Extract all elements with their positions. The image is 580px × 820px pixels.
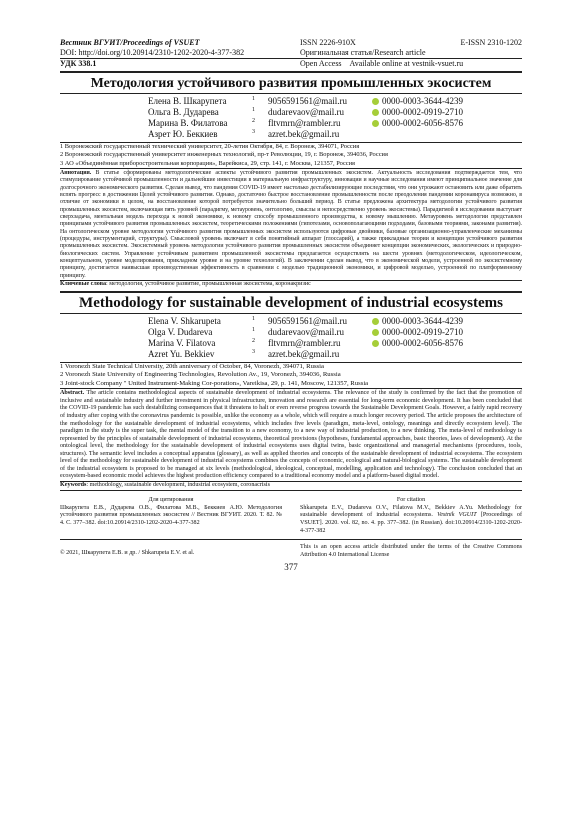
abstract-label: Аннотация. xyxy=(60,169,92,176)
footer-divider xyxy=(60,539,522,540)
keywords-text: : methodology, sustainable development, industrial ecosystem, coronacrisis xyxy=(86,481,270,488)
author-affil-sup: 2 xyxy=(252,118,255,124)
license[interactable]: This is an open access article distributed under the terms of the Creative Commons Attribution 4.0 International License xyxy=(300,544,522,558)
author-row xyxy=(148,118,522,129)
author-orcid[interactable]: 0000-0003-3644-4239 xyxy=(382,315,463,326)
affiliation: 2 Voronezh State University of Engineering Technologies, Revolution Av., 19, Voronezh, 394036, Russia xyxy=(60,371,341,379)
affiliations-en xyxy=(60,363,522,389)
citation-ru xyxy=(60,497,282,535)
author-email[interactable]: azret.bek@gmail.ru xyxy=(268,348,340,359)
abstract-ru xyxy=(60,170,522,280)
author-affil-sup: 3 xyxy=(252,348,255,355)
header-row-2 xyxy=(60,48,522,58)
affiliation: 1 Воронежский государственный технический университет, 20-летия Октября, 84, г. Воронеж, 394071, Россия xyxy=(60,143,360,150)
orcid-icon xyxy=(372,98,379,105)
abstract-label: Abstract. xyxy=(60,390,85,397)
keywords-label: Ключевые слова xyxy=(60,281,107,288)
author-row xyxy=(148,96,522,107)
author-name: Марина В. Филатова xyxy=(148,118,228,128)
authors-en xyxy=(148,316,522,360)
keywords-divider xyxy=(60,490,522,491)
citation-en xyxy=(300,497,522,535)
page-number: 377 xyxy=(284,561,298,572)
author-row xyxy=(148,316,522,327)
abstract-text: В статье сформированы методологические аспекты устойчивого развития промышленных экосистем. Актуальность исследования подтверждается тем, что стимулирование устойчивой промышленности и дальнейшие инвестиции в материальную инфраструктуру, инновации и научные исследования имеют принципиальное значение для долгосрочного экономического развития. Сделан вывод, что пандемия COVID-19 имеет настолько дестабилизирующие последствия, что они угрожают остановить или даже обратить вспять прогресс в достижении Целей устойчивого развития. Однако, достаточно быстрое восстановление промышленности после преодоления пандемии коронавируса возможно, в отличие от экономики в целом, на восстановление которой потребуется значительно больший период. В статье предложена архитектура методологии устойчивого развития промышленных экосистем, включающая пять уровней (парадигму, метауровень, онтологию, смыслы и непосредственно уровень экосистемы). Парадигмой в исследовании выступает сверхзадача, ментальная модель перехода к новой экономике, к новому способу промышленного производства, к новому мышлению. Метауровень методологии представлен принципами устойчивого развития промышленных экосистем, теоретическими положениями (гипотезами, основополагающими подходами, базовыми теориями, законами развития). На онтологическом уровне методологии устойчивого развития промышленных экосистем используются цифровые двойники, базовые организационно-управленческие механизмы (процедуры, инструментарий, структуры). Смысловой уровень включает в себя понятийный аппарат (глоссарий), а также прикладные теории и концепции устойчивого развития промышленных экосистем. Экосистемный уровень методологии устойчивого развития промышленных экосистем объединяет концепции экономических, экологических и природно-биологических систем. Управление устойчивым развитием промышленной экосистемы предлагается осуществлять на шести уровнях (методологическом, идеологическом, концептуальном, уровне моделирования, прикладном уровне и на уровне технологий). В заключении сделан вывод, что в экономической модели, устроенной по экосистемному принципу, достигается наивысшая производственная эффективность в сравнении с моделью традиционной экономики, и цифровой моделью, устроенной по платформенному принципу. xyxy=(60,169,522,279)
author-row xyxy=(148,327,522,338)
citation-journal: Vestnik VGUIT xyxy=(437,512,477,519)
author-name: Marina V. Filatova xyxy=(148,337,216,348)
author-affil-sup: 2 xyxy=(252,337,255,344)
author-orcid[interactable]: 0000-0002-0919-2710 xyxy=(382,107,463,117)
abstract-en xyxy=(60,390,522,481)
keywords-ru xyxy=(60,281,522,289)
author-orcid[interactable]: 0000-0002-6056-8576 xyxy=(382,118,463,128)
issn: ISSN 2226-910X xyxy=(300,38,356,47)
author-name: Olga V. Dudareva xyxy=(148,326,213,337)
udk: УДК 338.1 xyxy=(60,59,97,68)
author-email[interactable]: dudarevaov@mail.ru xyxy=(268,326,345,337)
author-orcid[interactable]: 0000-0003-3644-4239 xyxy=(382,96,463,106)
orcid-icon xyxy=(372,318,379,325)
author-orcid[interactable]: 0000-0002-6056-8576 xyxy=(382,337,463,348)
keywords-text: : методология, устойчивое развитие, промышленная экосистема, коронакризис xyxy=(106,281,311,288)
author-affil-sup: 3 xyxy=(252,129,255,135)
citation-block xyxy=(60,497,522,535)
article-page xyxy=(60,38,522,572)
header-row-1 xyxy=(60,38,522,48)
title-en-divider xyxy=(60,313,522,314)
affiliation: 3 АО «Объединённая приборостроительная корпорация», Варейкиса, 29, стр. 141, г. Москва, 121357, Россия xyxy=(60,159,355,167)
author-email[interactable]: fltvmrn@rambler.ru xyxy=(268,337,341,348)
orcid-icon xyxy=(372,120,379,127)
citation-caption: Для цитирования xyxy=(148,497,194,504)
keywords-en xyxy=(60,482,522,490)
author-row xyxy=(148,349,522,360)
author-email[interactable]: fltvmrn@rambler.ru xyxy=(268,118,341,128)
orcid-icon xyxy=(372,329,379,336)
doi-link[interactable]: DOI: http://doi.org/10.20914/2310-1202-2020-4-377-382 xyxy=(60,48,245,57)
abstract-text: The article contains methodological aspects of sustainable development of industrial ecosystems. The relevance of the study is confirmed by the fact that the promotion of inclusive and sustainable industry and further investment in physical infrastructure, innovation and research are essential for long-term economic development. It has been concluded that the COVID-19 pandemic has such destabilizing consequences that it threatens to halt or even reverse progress towards the Sustainable Development Goals. However, a fairly rapid recovery of industry after coping with the coronavirus pandemic is possible, unlike the economy as a whole, which will require a much longer recovery period. The article proposes the architecture of the methodology for the sustainable development of industrial ecosystems, which includes five levels (paradigm, meta-level, ontology, meanings and directly ecosystem level). The paradigm in the study is the super task, the mental model of the transition to a new economy, to a new way of industrial production, to a new thinking. The meta-level of methodology is represented by the principles of sustainable development of industrial ecosystems, theoretical provisions (hypotheses, fundamental approaches, basic theories, laws of development). At the ontological level, the methodology for the sustainable development of industrial ecosystems uses digital twins, basic organizational and managerial mechanisms (procedures, tools, structures). The semantic level includes a conceptual apparatus (glossary), as well as applied theories and concepts of the sustainable development of industrial ecosystems. The ecosystem level of the methodology for sustainable development of industrial ecosystems combines the concepts of economic, ecological and natural-biological systems. The sustainable development of the industrial ecosystem is proposed to be managed at six levels (methodological, ideological, conceptual, modelling, application and technology). The conclusion concluded that an ecosystem-based economic model achieves the highest production efficiency compared to a traditional economy model and a platform-based digital model. xyxy=(60,390,522,480)
author-name: Elena V. Shkarupeta xyxy=(148,315,221,326)
title-divider-top xyxy=(60,71,522,73)
citation-text: Шкарупета Е.В., Дударева О.В., Филатова М.В., Беккиев А.Ю. Методология устойчивого развития промышленных экосистем // Вестник ВГУИТ. 2020. Т. 82. № 4. С. 377–382. doi:10.20914/2310-1202-2020-4-377-382 xyxy=(60,504,282,527)
header-row-3 xyxy=(60,59,522,69)
author-affil-sup: 1 xyxy=(252,326,255,333)
author-affil-sup: 1 xyxy=(252,315,255,322)
author-email[interactable]: dudarevaov@mail.ru xyxy=(268,107,345,117)
page-title-en: Methodology for sustainable development of industrial ecosystems xyxy=(79,294,503,311)
copyright: © 2021, Шкарупета Е.В. и др. / Shkarupeta E.V. et al. xyxy=(60,550,195,557)
affiliation: 1 Voronezh State Technical University, 20th anniversary of October, 84, Voronezh, 394071, Russia xyxy=(60,362,324,370)
author-row xyxy=(148,107,522,118)
citation-text xyxy=(300,505,522,535)
author-row xyxy=(148,338,522,349)
title-divider-bottom xyxy=(60,93,522,94)
footer xyxy=(60,544,522,559)
author-affil-sup: 1 xyxy=(252,107,255,113)
authors-ru xyxy=(148,96,522,140)
author-row xyxy=(148,129,522,140)
author-name: Azret Yu. Bekkiev xyxy=(148,348,215,359)
author-email[interactable]: 9056591561@mail.ru xyxy=(268,315,348,326)
citation-text-part: Shkarupeta E.V., Dudareva O.V., Filatova M.V., Bekkiev A.Yu. Methodology for sustainable development of industrial ecosystems. xyxy=(300,504,522,519)
author-name: Ольга В. Дударева xyxy=(148,107,219,117)
author-orcid[interactable]: 0000-0002-0919-2710 xyxy=(382,326,463,337)
affiliations-ru xyxy=(60,143,522,168)
affiliation-divider xyxy=(60,168,522,169)
affiliation: 3 Joint-stock Company " United Instrument-Making Cor-poration», Vareikisa, 29, p. 141, Moscow, 121357, Russia xyxy=(60,379,369,387)
keywords-label: Keywords xyxy=(60,481,87,488)
article-type: Оригинальная статья/Research article xyxy=(300,48,426,57)
open-access: Open Access xyxy=(300,59,342,68)
eissn: E-ISSN 2310-1202 xyxy=(460,38,522,47)
citation-caption: For citation xyxy=(396,497,426,504)
author-email[interactable]: azret.bek@gmail.ru xyxy=(268,129,340,139)
orcid-icon xyxy=(372,340,379,347)
page-title: Методология устойчивого развития промышленных экосистем xyxy=(90,76,492,91)
available-online[interactable]: Available online at vestnik-vsuet.ru xyxy=(349,59,464,68)
author-name: Азрет Ю. Беккиев xyxy=(148,129,218,139)
author-email[interactable]: 9056591561@mail.ru xyxy=(268,96,348,106)
journal-name: Вестник ВГУИТ/Proceedings of VSUET xyxy=(60,38,200,47)
author-name: Елена В. Шкарупета xyxy=(148,96,227,106)
affiliation: 2 Воронежский государственный университет инженерных технологий, пр-т Революции, 19, г. Воронеж, 394036, Россия xyxy=(60,151,388,159)
citation-text-part: [Proceedings of VSUET]. 2020. vol. 82, no. 4. pp. 377–382. (in Russian). doi:10.20914/2310-1202-2020-4-377-382 xyxy=(300,512,522,534)
orcid-icon xyxy=(372,109,379,116)
author-affil-sup: 1 xyxy=(252,96,255,102)
section-divider xyxy=(60,291,522,293)
